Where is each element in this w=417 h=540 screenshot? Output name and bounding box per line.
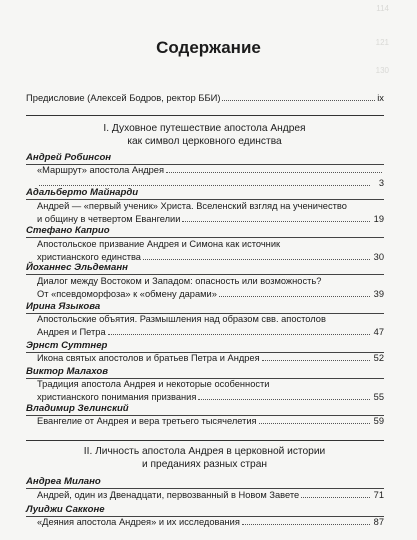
toc-page-number: 39 — [373, 288, 384, 299]
toc-page-number: 59 — [373, 416, 384, 426]
toc-entry — [37, 415, 384, 428]
leader-dots — [301, 497, 370, 498]
toc-page-number: 87 — [373, 517, 384, 527]
toc-entry-title: Икона святых апостолов и братьев Петра и Андрея — [37, 353, 260, 363]
section-heading-line: и преданиях разных стран — [142, 458, 267, 470]
toc-author: Виктор Малахов — [26, 366, 384, 379]
toc-entry-title: и общину в четвертом Евангелии — [37, 213, 181, 224]
toc-page-number: 19 — [373, 213, 384, 224]
bleed-through-text: 121 — [375, 38, 389, 47]
toc-page-number: 30 — [373, 251, 384, 262]
leader-dots — [242, 524, 370, 525]
toc-entry-title: христианского понимания призвания — [37, 391, 197, 402]
toc-author: Эрнст Суттнер — [26, 340, 384, 353]
leader-dots — [143, 259, 370, 260]
section-heading-line: II. Личность апостола Андрея в церковной истории — [83, 446, 326, 457]
toc-entry — [37, 378, 384, 404]
bleed-through-text: 114 — [376, 4, 389, 13]
leader-dots — [39, 185, 370, 186]
toc-entry — [37, 352, 384, 365]
toc-page-number: 71 — [373, 490, 384, 500]
toc-preface-text: Предисловие (Алексей Бодров, ректор ББИ) — [26, 92, 221, 103]
toc-author: Владимир Зелинский — [26, 403, 384, 416]
toc-entry-title: От «псевдоморфоза» к «обмену дарами» — [37, 288, 217, 299]
toc-author: Йоханнес Эльдеманн — [26, 262, 384, 275]
toc-entry — [37, 238, 384, 264]
toc-entry-title: Апостольские объятия. Размышления над образом свв. апостолов — [37, 314, 326, 324]
toc-page-number: 55 — [373, 391, 384, 402]
toc-entry-title: «Деяния апостола Андрея» и их исследования — [37, 517, 240, 527]
section-heading-line: как символ церковного единства — [127, 135, 282, 147]
toc-entry-title: «Маршрут» апостола Андрея — [37, 165, 165, 175]
toc-entry — [37, 200, 384, 226]
toc-entry — [37, 489, 384, 502]
toc-entry — [37, 313, 384, 339]
toc-page-number: 3 — [378, 177, 384, 188]
toc-entry-title: Апостольское призвание Андрея и Симона как источник — [37, 239, 281, 249]
section-heading-line: I. Духовное путешествие апостола Андрея — [103, 123, 306, 134]
toc-entry — [37, 516, 384, 529]
section-heading — [20, 446, 389, 471]
leader-dots — [166, 172, 382, 173]
bleed-through-text: 130 — [375, 66, 389, 75]
toc-entry-title: Евангелие от Андрея и вера третьего тысячелетия — [37, 416, 257, 426]
toc-author: Луиджи Сакконе — [26, 504, 384, 517]
toc-author: Андрей Робинсон — [26, 152, 384, 165]
page-title: Содержание — [156, 38, 261, 57]
section-divider — [26, 440, 384, 441]
toc-entry-title: Андрей — «первый ученик» Христа. Вселенский взгляд на ученичество — [37, 201, 347, 211]
toc-author: Ирина Языкова — [26, 301, 384, 314]
toc-page-number: 47 — [373, 326, 384, 337]
leader-dots — [222, 100, 375, 101]
toc-author: Андреа Милано — [26, 476, 384, 489]
toc-entry-title: Диалог между Востоком и Западом: опасность или возможность? — [37, 276, 322, 286]
leader-dots — [219, 296, 370, 297]
toc-entry-title: Андрея и Петра — [37, 326, 106, 337]
toc-entry-title: христианского единства — [37, 251, 141, 262]
toc-author: Адальберто Майнарди — [26, 187, 384, 200]
toc-entry-title: Традиция апостола Андрея и некоторые особенности — [37, 379, 270, 389]
leader-dots — [182, 221, 370, 222]
toc-entry-title: Андрей, один из Двенадцати, первозванный в Новом Завете — [37, 490, 300, 500]
toc-page-number: ix — [377, 92, 384, 103]
toc-entry — [37, 164, 384, 190]
section-divider — [26, 115, 384, 116]
leader-dots — [108, 334, 370, 335]
leader-dots — [198, 399, 370, 400]
toc-author: Стефано Каприо — [26, 225, 384, 238]
toc-preface — [26, 92, 384, 104]
leader-dots — [262, 360, 370, 361]
leader-dots — [259, 423, 370, 424]
section-heading — [20, 123, 389, 148]
toc-entry — [37, 275, 384, 301]
toc-page-number: 52 — [373, 353, 384, 363]
